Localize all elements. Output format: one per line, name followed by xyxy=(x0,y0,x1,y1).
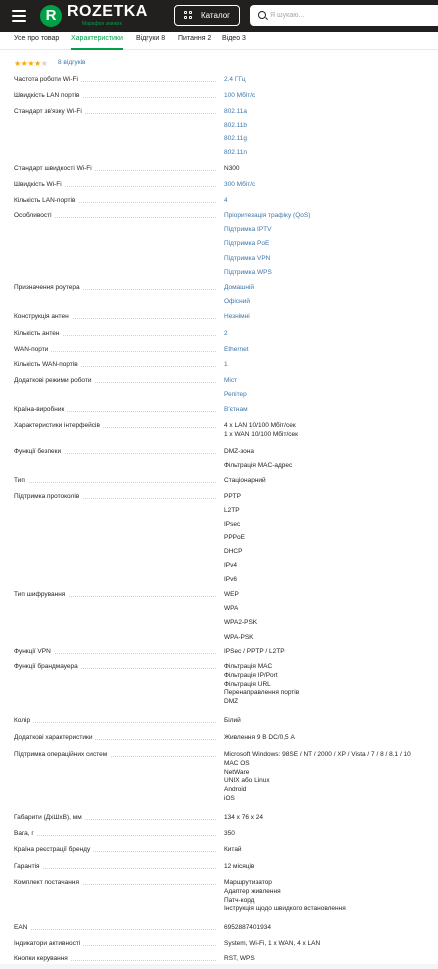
spec-value: WPA-PSK xyxy=(224,633,254,641)
spec-value-link[interactable]: 1 xyxy=(224,361,228,368)
spec-value: Білий xyxy=(224,717,241,724)
star-empty-icon: ★ xyxy=(40,59,48,68)
spec-value: IPSec / PPTP / L2TP xyxy=(224,648,285,655)
spec-value-link[interactable]: 802.11n xyxy=(224,148,248,156)
tab-4[interactable]: Питання 2 xyxy=(178,35,212,42)
spec-value: N300 xyxy=(224,165,240,172)
top-header xyxy=(0,0,438,32)
spec-value: WEP xyxy=(224,591,239,598)
spec-label: Стандарт швидкості Wi-Fi xyxy=(14,165,224,172)
spec-label: Кількість антен xyxy=(14,330,224,337)
spec-value: 350 xyxy=(224,830,235,837)
spec-label: Кількість LAN-портів xyxy=(14,197,224,204)
spec-label: Країна реєстрації бренду xyxy=(14,846,224,853)
spec-value: UNIX або Linux xyxy=(224,777,270,785)
spec-value: Фільтрація MAC-адрес xyxy=(224,462,293,470)
spec-value: Перенаправлення портів xyxy=(224,689,300,697)
spec-value-link[interactable]: Пріоритезація трафіку (QoS) xyxy=(224,212,311,219)
spec-label: Функції VPN xyxy=(14,648,224,655)
spec-label: Швидкість LAN портів xyxy=(14,92,224,99)
spec-value-link[interactable]: 802.11b xyxy=(224,121,248,129)
search-box[interactable] xyxy=(250,5,438,26)
page-bottom-edge xyxy=(0,964,438,969)
star-filled-icon: ★ xyxy=(14,59,21,68)
tab-1[interactable]: Усе про товар xyxy=(14,35,60,42)
reviews-link[interactable]: 8 відгуків xyxy=(58,59,86,66)
tab-5[interactable]: Відео 3 xyxy=(222,35,246,42)
spec-value-link[interactable]: Ethernet xyxy=(224,346,249,353)
spec-value-link[interactable]: 300 Мбіт/с xyxy=(224,181,256,188)
spec-label: Колір xyxy=(14,717,224,724)
spec-label: Призначення роутера xyxy=(14,284,224,291)
spec-label: Кількість WAN-портів xyxy=(14,361,224,368)
spec-value-link[interactable]: Підтримка VPN xyxy=(224,254,271,262)
spec-label: Кнопки керування xyxy=(14,955,224,962)
spec-label: Швидкість Wi-Fi xyxy=(14,181,224,188)
spec-value: Android xyxy=(224,786,247,794)
spec-label: Габарити (ДхШхВ), мм xyxy=(14,814,224,821)
catalog-grid-icon xyxy=(184,11,193,20)
spec-value: DHCP xyxy=(224,548,243,556)
spec-label: Характеристики інтерфейсів xyxy=(14,422,224,429)
spec-label: Конструкція антен xyxy=(14,313,224,320)
star-filled-icon: ★ xyxy=(27,59,35,68)
spec-label: EAN xyxy=(14,924,224,931)
spec-value: MAC OS xyxy=(224,759,250,767)
spec-value: Фільтрація IP/Port xyxy=(224,671,278,679)
spec-label: Функції безпеки xyxy=(14,448,224,455)
spec-value-link[interactable]: 4 xyxy=(224,197,228,204)
spec-label: Підтримка операційних систем xyxy=(14,751,224,758)
spec-value: PPPoE xyxy=(224,534,245,542)
spec-value: DMZ xyxy=(224,698,239,706)
spec-value: 4 x LAN 10/100 Мбіт/сек xyxy=(224,422,296,429)
spec-label: Частота роботи Wi-Fi xyxy=(14,76,224,83)
spec-value-link[interactable]: 802.11g xyxy=(224,135,248,143)
spec-value: Інструкція щодо швидкого встановлення xyxy=(224,905,346,913)
spec-value: Живлення 9 В DC/0,5 А xyxy=(224,734,295,741)
spec-label: Комплект постачання xyxy=(14,879,224,886)
logo-mark-icon: R xyxy=(40,5,62,27)
logo-text: ROZETKA xyxy=(67,3,148,20)
spec-value: RST, WPS xyxy=(224,955,255,962)
spec-value: IPsec xyxy=(224,520,241,528)
menu-icon[interactable] xyxy=(12,7,26,23)
spec-label: Індикатори активності xyxy=(14,940,224,947)
spec-label: Тип шифрування xyxy=(14,591,224,598)
tab-2[interactable]: Характеристики xyxy=(71,35,123,50)
catalog-button[interactable] xyxy=(174,5,240,26)
spec-value-link[interactable]: 802.11a xyxy=(224,108,248,115)
spec-label: Функції брандмауера xyxy=(14,663,224,670)
spec-value-link[interactable]: Підтримка PoE xyxy=(224,240,270,248)
spec-value: IPv6 xyxy=(224,575,238,583)
spec-label: Підтримка протоколів xyxy=(14,493,224,500)
spec-label: Країна-виробник xyxy=(14,406,224,413)
spec-value: Фільтрація URL xyxy=(224,680,271,688)
spec-value: Маршрутизатор xyxy=(224,879,272,886)
spec-value: 6952887401934 xyxy=(224,924,271,931)
spec-value: L2TP xyxy=(224,506,240,514)
spec-value-link[interactable]: 2.4 ГГц xyxy=(224,76,246,83)
search-input[interactable] xyxy=(270,8,430,23)
star-filled-icon: ★ xyxy=(34,59,41,68)
catalog-button-label: Каталог xyxy=(201,11,231,20)
rozetka-logo[interactable] xyxy=(40,4,170,29)
spec-label: Додаткові режими роботи xyxy=(14,377,224,384)
spec-value: iOS xyxy=(224,795,235,802)
spec-value: WPA xyxy=(224,605,239,613)
spec-value: Адаптер живлення xyxy=(224,887,281,895)
spec-value-link[interactable]: Підтримка IPTV xyxy=(224,226,272,234)
spec-label: Гарантія xyxy=(14,863,224,870)
spec-label: Особливості xyxy=(14,212,224,219)
spec-value: System, Wi-Fi, 1 x WAN, 4 x LAN xyxy=(224,940,321,947)
rating-stars-icon xyxy=(14,59,47,68)
tab-3[interactable]: Відгуки 8 xyxy=(136,35,166,42)
star-filled-icon: ★ xyxy=(20,59,28,68)
spec-label: Додаткові характеристики xyxy=(14,734,224,741)
spec-value: WPA2-PSK xyxy=(224,619,258,627)
spec-label: WAN-порти xyxy=(14,346,224,353)
spec-value-link[interactable]: Незнімні xyxy=(224,313,250,320)
spec-value-link[interactable]: 100 Мбіт/с xyxy=(224,92,256,99)
spec-value: Стаціонарний xyxy=(224,477,266,484)
spec-value-link[interactable]: Міст xyxy=(224,377,238,384)
spec-value: Патч-корд xyxy=(224,896,255,904)
spec-value-link[interactable]: 2 xyxy=(224,330,228,337)
logo-subtitle: Марафон знижок xyxy=(82,21,122,27)
spec-label: Тип xyxy=(14,477,224,484)
spec-value-link[interactable]: Офісний xyxy=(224,297,250,305)
spec-value: DMZ-зона xyxy=(224,448,254,455)
spec-value: Китай xyxy=(224,846,242,853)
spec-value-link[interactable]: Підтримка WPS xyxy=(224,268,272,276)
spec-value-link[interactable]: Репітер xyxy=(224,391,247,398)
spec-value: 134 x 76 x 24 xyxy=(224,814,264,821)
spec-label: Вага, г xyxy=(14,830,224,837)
spec-value: NetWare xyxy=(224,768,250,776)
spec-value: Фільтрація MAC xyxy=(224,663,273,670)
product-tabs xyxy=(0,32,438,50)
spec-value: 12 місяців xyxy=(224,863,255,870)
spec-label: Стандарт зв'язку Wi-Fi xyxy=(14,108,224,115)
spec-value: IPv4 xyxy=(224,562,238,569)
spec-value-link[interactable]: Домашній xyxy=(224,284,255,291)
spec-value: PPTP xyxy=(224,493,241,500)
spec-value-link[interactable]: В'єтнам xyxy=(224,406,248,413)
spec-value: Microsoft Windows: 98SE / NT / 2000 / XP / Vista / 7 / 8 / 8.1 / 10 xyxy=(224,751,411,758)
spec-value: 1 x WAN 10/100 Мбіт/сек xyxy=(224,431,298,438)
search-icon xyxy=(258,11,266,19)
